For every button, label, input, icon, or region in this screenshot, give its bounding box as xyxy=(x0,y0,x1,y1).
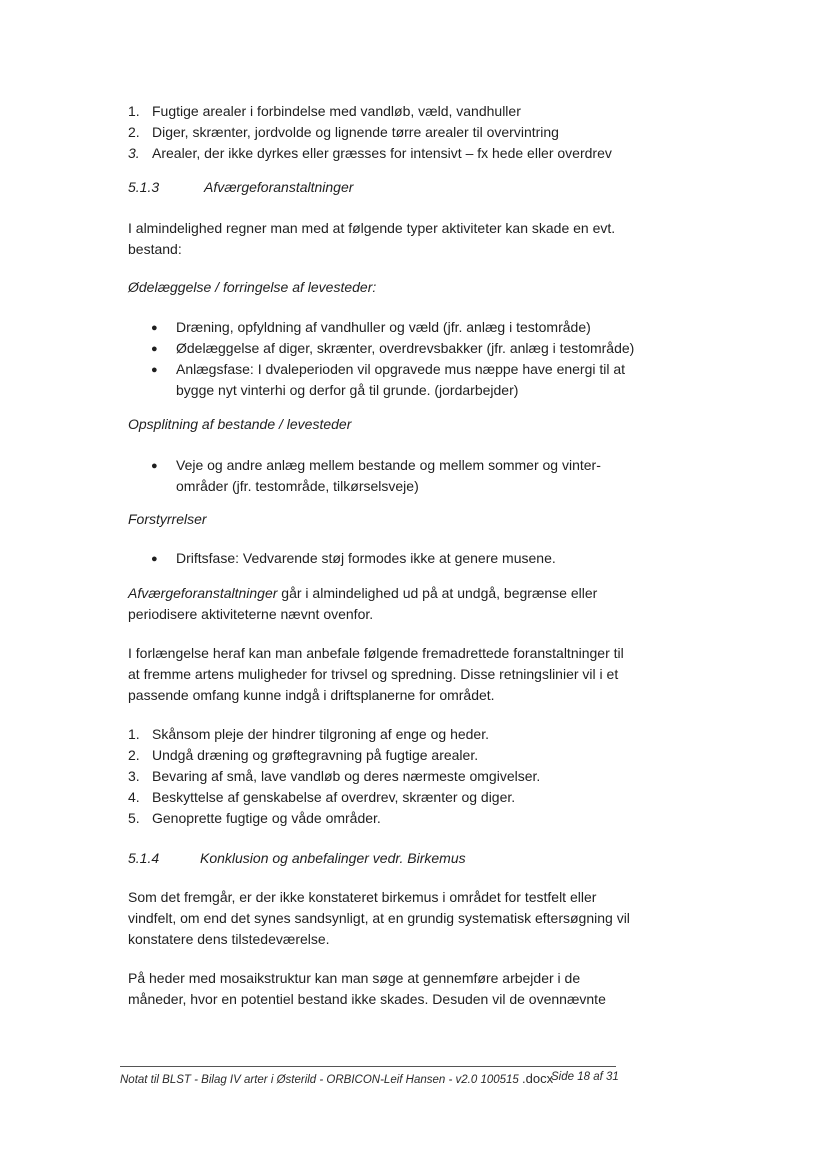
paragraph-afvaerge-line-2: periodisere aktiviteterne nævnt ovenfor. xyxy=(128,606,374,622)
section-heading-513: 5.1.3 Afværgeforanstaltninger xyxy=(128,179,354,195)
list-item: 5. Genoprette fugtige og våde områder. xyxy=(128,810,381,826)
intro-line-2: bestand: xyxy=(128,241,182,257)
bullet-item: Driftsfase: Vedvarende støj formodes ikke at genere musene. xyxy=(176,550,556,566)
bullet-icon: ● xyxy=(151,553,158,565)
bullet-icon: ● xyxy=(151,343,158,355)
paragraph-konklusion-line-3: konstatere dens tilstedeværelse. xyxy=(128,931,330,947)
bullet-item-continuation: bygge nyt vinterhi og derfor gå til grunde. (jordarbejder) xyxy=(176,382,519,398)
list-item: 3. Bevaring af små, lave vandløb og deres nærmeste omgivelser. xyxy=(128,768,541,784)
section-heading-514: 5.1.4 Konklusion og anbefalinger vedr. Birkemus xyxy=(128,850,466,866)
subheading-forstyrrelser: Forstyrrelser xyxy=(128,511,207,527)
footer-document-name: Notat til BLST - Bilag IV arter i Østerild - ORBICON-Leif Hansen - v2.0 100515 .docx xyxy=(120,1071,554,1086)
top-list-item-3: 3. Arealer, der ikke dyrkes eller græsses for intensivt – fx hede eller overdrev xyxy=(128,145,612,161)
paragraph-konklusion-line-2: vindfelt, om end det synes sandsynligt, at en grundig systematisk eftersøgning vil xyxy=(128,910,630,926)
footer-page-number: Side 18 af 31 xyxy=(551,1071,619,1083)
subheading-oedelaeggelse: Ødelæggelse / forringelse af levesteder: xyxy=(128,279,377,295)
paragraph-afvaerge-line-1: Afværgeforanstaltninger går i almindelighed ud på at undgå, begrænse eller xyxy=(128,585,598,601)
paragraph-forlaengelse-line-3: passende omfang kunne indgå i driftsplanerne for området. xyxy=(128,687,495,703)
top-list-item-1: 1. Fugtige arealer i forbindelse med vandløb, væld, vandhuller xyxy=(128,103,521,119)
bullet-icon: ● xyxy=(151,322,158,334)
bullet-item: Anlægsfase: I dvaleperioden vil opgravede mus næppe have energi til at xyxy=(176,361,626,377)
paragraph-forlaengelse-line-1: I forlængelse heraf kan man anbefale følgende fremadrettede foranstaltninger til xyxy=(128,645,624,661)
intro-line-1: I almindelighed regner man med at følgende typer aktiviteter kan skade en evt. xyxy=(128,220,616,236)
footer-rule xyxy=(120,1066,616,1067)
list-item: 4. Beskyttelse af genskabelse af overdrev, skrænter og diger. xyxy=(128,789,516,805)
top-list-item-2: 2. Diger, skrænter, jordvolde og lignende tørre arealer til overvintring xyxy=(128,124,559,140)
subheading-opsplitning: Opsplitning af bestande / levesteder xyxy=(128,416,352,432)
paragraph-konklusion-line-1: Som det fremgår, er der ikke konstateret birkemus i området for testfelt eller xyxy=(128,889,597,905)
bullet-icon: ● xyxy=(151,364,158,376)
paragraph-forlaengelse-line-2: at fremme artens muligheder for trivsel og spredning. Disse retningslinier vil i et xyxy=(128,666,619,682)
footer-extension: .docx xyxy=(522,1071,554,1086)
paragraph-heder-line-1: På heder med mosaikstruktur kan man søge at gennemføre arbejder i de xyxy=(128,970,581,986)
bullet-item: Dræning, opfyldning af vandhuller og væld (jfr. anlæg i testområde) xyxy=(176,319,591,335)
bullet-icon: ● xyxy=(151,460,158,472)
bullet-item-continuation: områder (jfr. testområde, tilkørselsveje) xyxy=(176,478,419,494)
list-item: 2. Undgå dræning og grøftegravning på fugtige arealer. xyxy=(128,747,479,763)
bullet-item: Ødelæggelse af diger, skrænter, overdrevsbakker (jfr. anlæg i testområde) xyxy=(176,340,635,356)
list-item: 1. Skånsom pleje der hindrer tilgroning af enge og heder. xyxy=(128,726,489,742)
paragraph-heder-line-2: måneder, hvor en potentiel bestand ikke skades. Desuden vil de ovennævnte xyxy=(128,991,606,1007)
bullet-item: Veje og andre anlæg mellem bestande og mellem sommer og vinter- xyxy=(176,457,601,473)
